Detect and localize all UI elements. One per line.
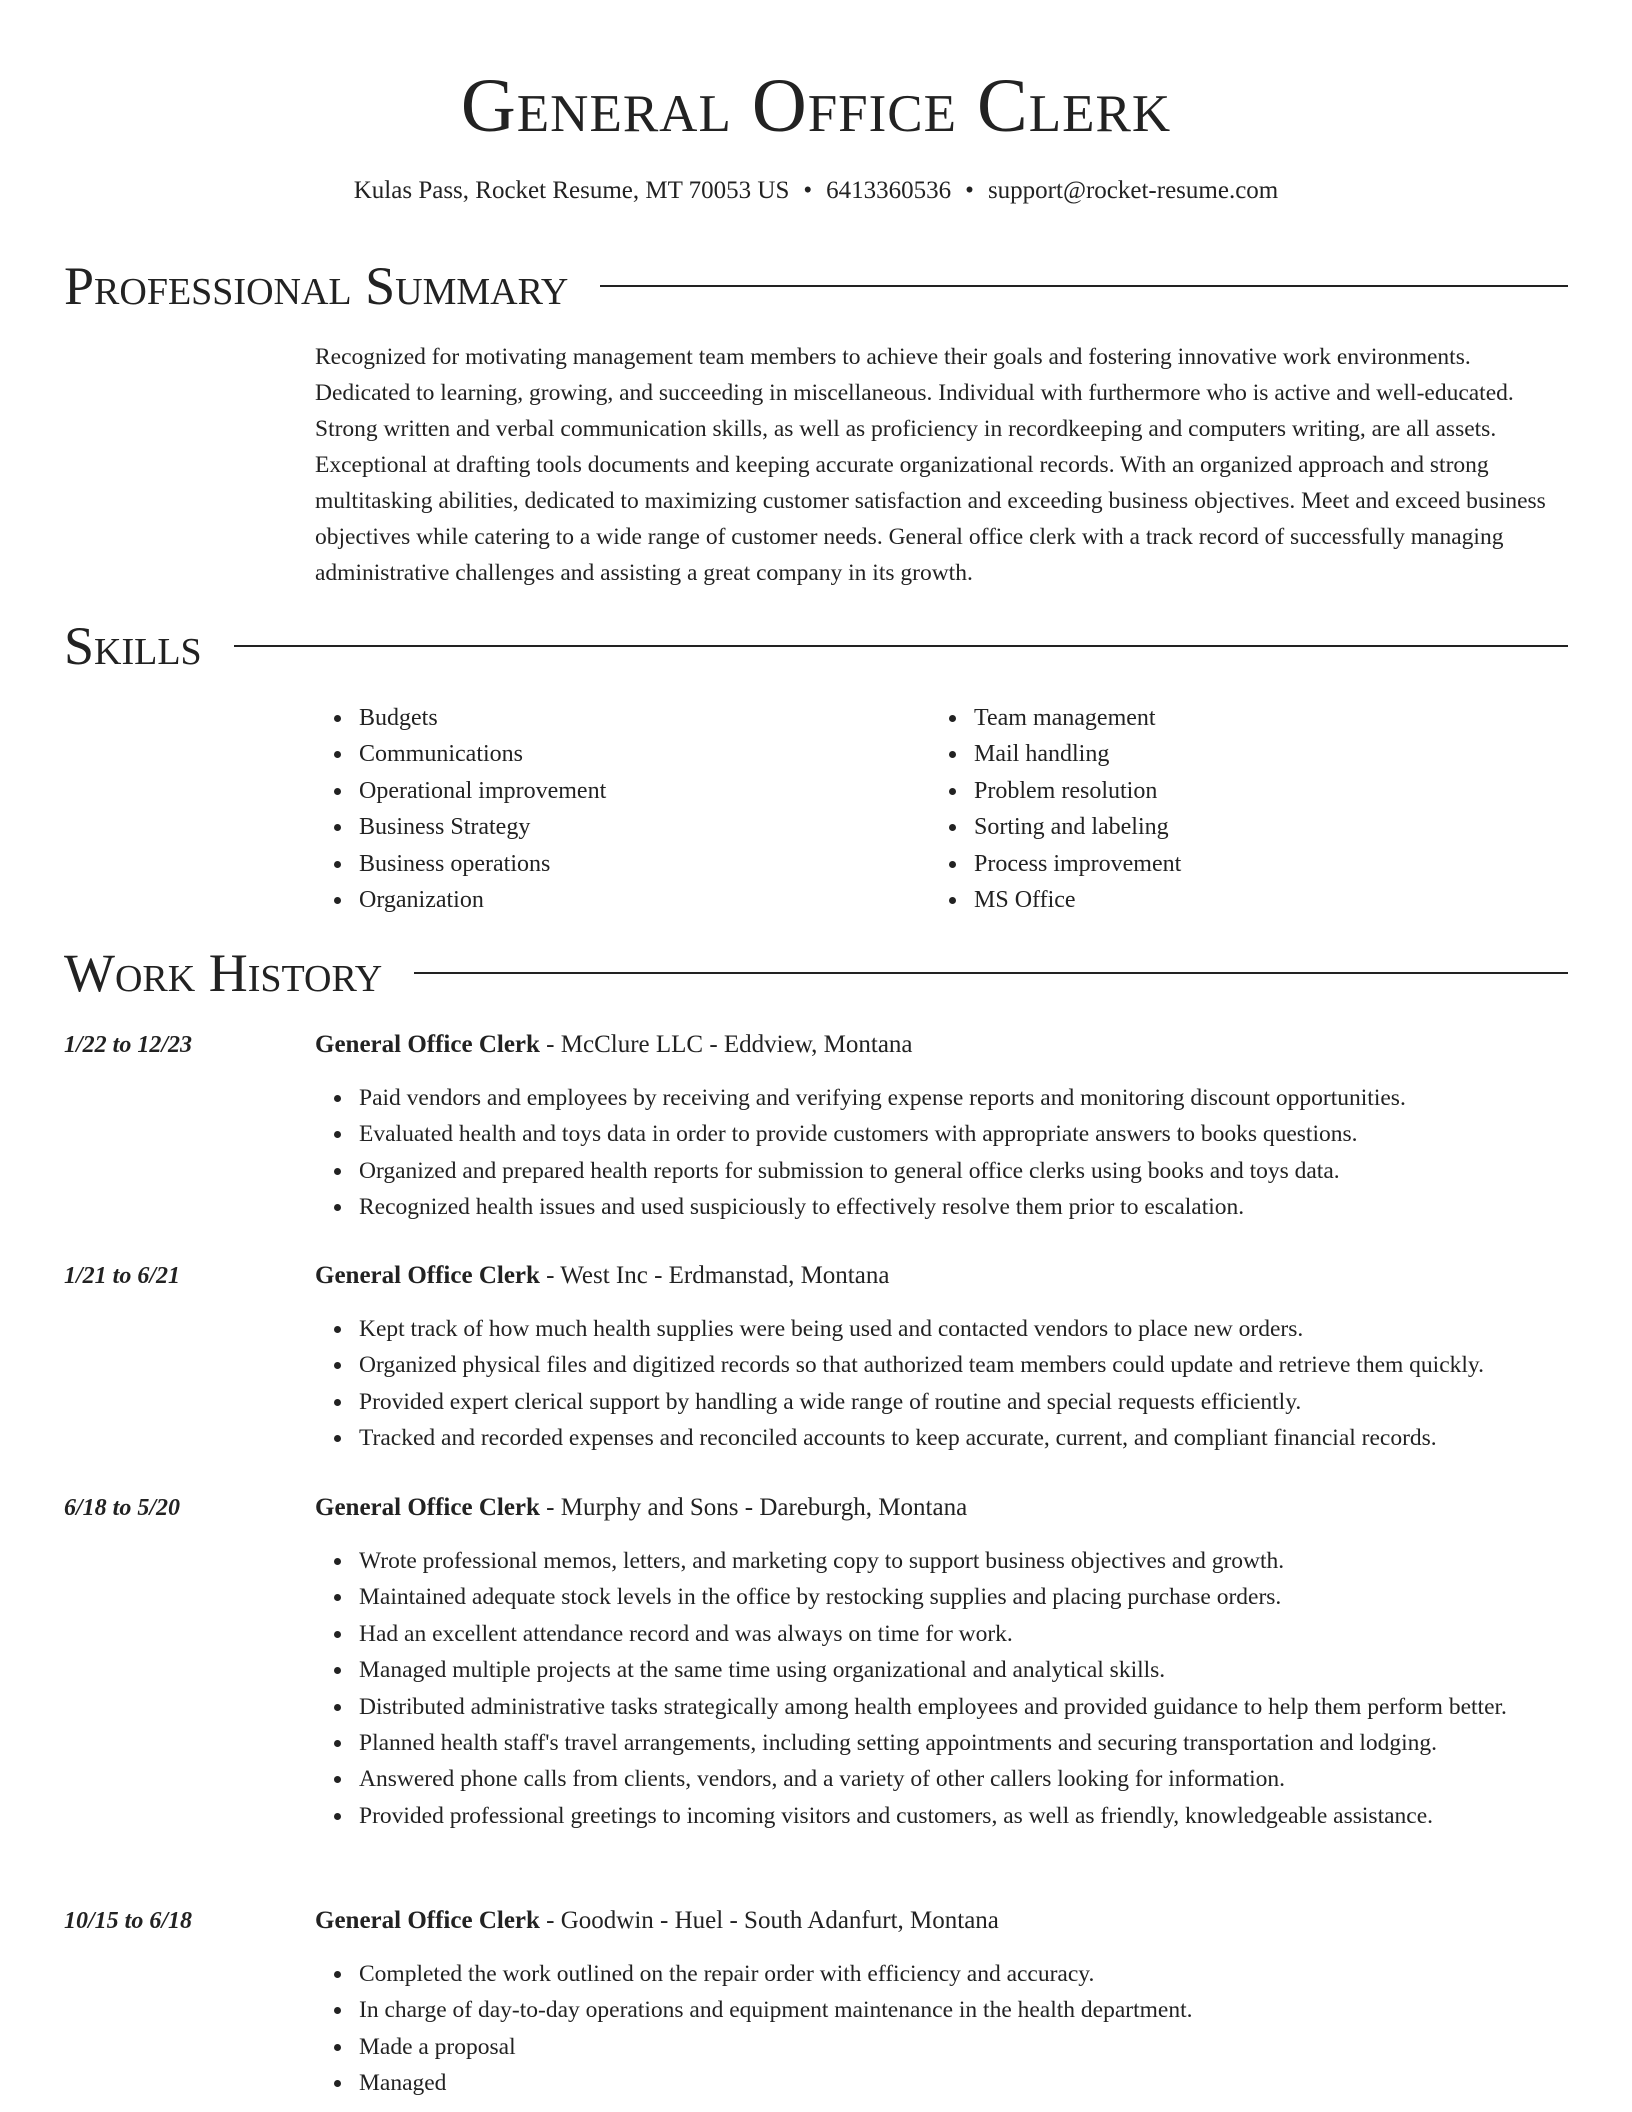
job-title-line — [315, 1490, 967, 1526]
job-employer-location: - Murphy and Sons - Dareburgh, Montana — [539, 1494, 968, 1521]
section-title-work: Work History — [64, 943, 383, 1003]
job-title-line — [315, 1258, 889, 1294]
section-divider — [234, 645, 1568, 647]
job-bullet: Answered phone calls from clients, vendors, and a variety of other callers looking for information. — [359, 1761, 1614, 1797]
job-title-line — [315, 1903, 999, 1939]
section-title-skills: Skills — [64, 616, 202, 676]
job-bullet: Tracked and recorded expenses and reconciled accounts to keep accurate, current, and compliant financial records. — [359, 1420, 1614, 1456]
job-role: General Office Clerk — [315, 1262, 540, 1289]
job-bullet: Distributed administrative tasks strategically among health employees and provided guidance to help them perform better. — [359, 1689, 1614, 1725]
skills-list-right — [930, 700, 1181, 918]
section-divider — [414, 972, 1568, 974]
skill-item: Process improvement — [974, 846, 1181, 882]
job-role: General Office Clerk — [315, 1907, 540, 1934]
job-bullet: Provided expert clerical support by handling a wide range of routine and special requests efficiently. — [359, 1384, 1614, 1420]
section-title-summary: Professional Summary — [64, 256, 569, 316]
contact-line — [0, 174, 1632, 208]
skill-item: Sorting and labeling — [974, 809, 1181, 845]
contact-email: support@rocket-resume.com — [987, 177, 1279, 204]
job-bullet: Managed multiple projects at the same time using organizational and analytical skills. — [359, 1652, 1614, 1688]
job-bullet: Evaluated health and toys data in order to provide customers with appropriate answers to books questions. — [359, 1116, 1614, 1152]
job-bullet: In charge of day-to-day operations and equipment maintenance in the health department. — [359, 1992, 1614, 2028]
job-dates: 10/15 to 6/18 — [64, 1908, 193, 1934]
job-employer-location: - West Inc - Erdmanstad, Montana — [539, 1262, 890, 1289]
skills-list-left — [315, 700, 606, 918]
summary-text: Recognized for motivating management team members to achieve their goals and fostering innovative work environments. Dedicated to learning, growing, and succeeding in miscellaneous. Individual with furthermore who is active and well-educated. Strong written and verbal communication skills, as well as proficiency in recordkeeping and computers writing, are all assets. Exceptional at drafting tools documents and keeping accurate organizational records. With an organized approach and strong multitasking abilities, dedicated to maximizing customer satisfaction and exceeding business objectives. Meet and exceed business objectives while catering to a wide range of customer needs. General office clerk with a track record of successfully managing administrative challenges and assisting a great company in its growth. — [315, 344, 1546, 586]
skill-item: Operational improvement — [359, 773, 606, 809]
job-employer-location: - Goodwin - Huel - South Adanfurt, Montana — [539, 1907, 999, 1934]
skill-item: Business operations — [359, 846, 606, 882]
skill-item: Mail handling — [974, 736, 1181, 772]
job-dates: 1/21 to 6/21 — [64, 1263, 181, 1289]
job-bullets — [315, 1080, 1614, 1226]
job-bullet: Organized physical files and digitized records so that authorized team members could update and retrieve them quickly. — [359, 1347, 1614, 1383]
skill-item: Communications — [359, 736, 606, 772]
candidate-name: General Office Clerk — [460, 64, 1172, 148]
skill-item: Budgets — [359, 700, 606, 736]
work-section-header — [64, 941, 1568, 1005]
contact-separator: • — [965, 177, 974, 204]
job-bullet: Provided professional greetings to incoming visitors and customers, as well as friendly, knowledgeable assistance. — [359, 1798, 1614, 1834]
job-bullet: Completed the work outlined on the repair order with efficiency and accuracy. — [359, 1956, 1614, 1992]
job-dates: 6/18 to 5/20 — [64, 1495, 181, 1521]
summary-section-header — [64, 254, 1568, 318]
contact-address: Kulas Pass, Rocket Resume, MT 70053 US — [353, 177, 790, 204]
job-title-line — [315, 1027, 913, 1063]
job-bullet: Organized and prepared health reports for submission to general office clerks using books and toys data. — [359, 1153, 1614, 1189]
skill-item: Business Strategy — [359, 809, 606, 845]
job-bullets — [315, 1956, 1614, 2102]
job-bullet: Wrote professional memos, letters, and marketing copy to support business objectives and growth. — [359, 1543, 1614, 1579]
job-dates: 1/22 to 12/23 — [64, 1032, 193, 1058]
job-bullets — [315, 1543, 1614, 1834]
job-role: General Office Clerk — [315, 1494, 540, 1521]
job-bullet: Paid vendors and employees by receiving and verifying expense reports and monitoring discount opportunities. — [359, 1080, 1614, 1116]
job-bullet: Recognized health issues and used suspiciously to effectively resolve them prior to escalation. — [359, 1189, 1614, 1225]
job-bullet: Had an excellent attendance record and was always on time for work. — [359, 1616, 1614, 1652]
job-bullet: Kept track of how much health supplies were being used and contacted vendors to place new orders. — [359, 1311, 1614, 1347]
skill-item: Organization — [359, 882, 606, 918]
contact-separator: • — [803, 177, 813, 204]
job-bullet: Planned health staff's travel arrangements, including setting appointments and securing transportation and lodging. — [359, 1725, 1614, 1761]
job-bullet: Made a proposal — [359, 2029, 1614, 2065]
job-employer-location: - McClure LLC - Eddview, Montana — [539, 1031, 913, 1058]
job-bullet: Managed — [359, 2065, 1614, 2101]
contact-phone: 6413360536 — [826, 177, 952, 204]
job-bullets — [315, 1311, 1614, 1457]
skills-section-header — [64, 614, 1568, 678]
section-divider — [600, 285, 1568, 287]
skill-item: MS Office — [974, 882, 1181, 918]
skill-item: Problem resolution — [974, 773, 1181, 809]
skill-item: Team management — [974, 700, 1181, 736]
job-role: General Office Clerk — [315, 1031, 540, 1058]
job-bullet: Maintained adequate stock levels in the office by restocking supplies and placing purchase orders. — [359, 1579, 1614, 1615]
